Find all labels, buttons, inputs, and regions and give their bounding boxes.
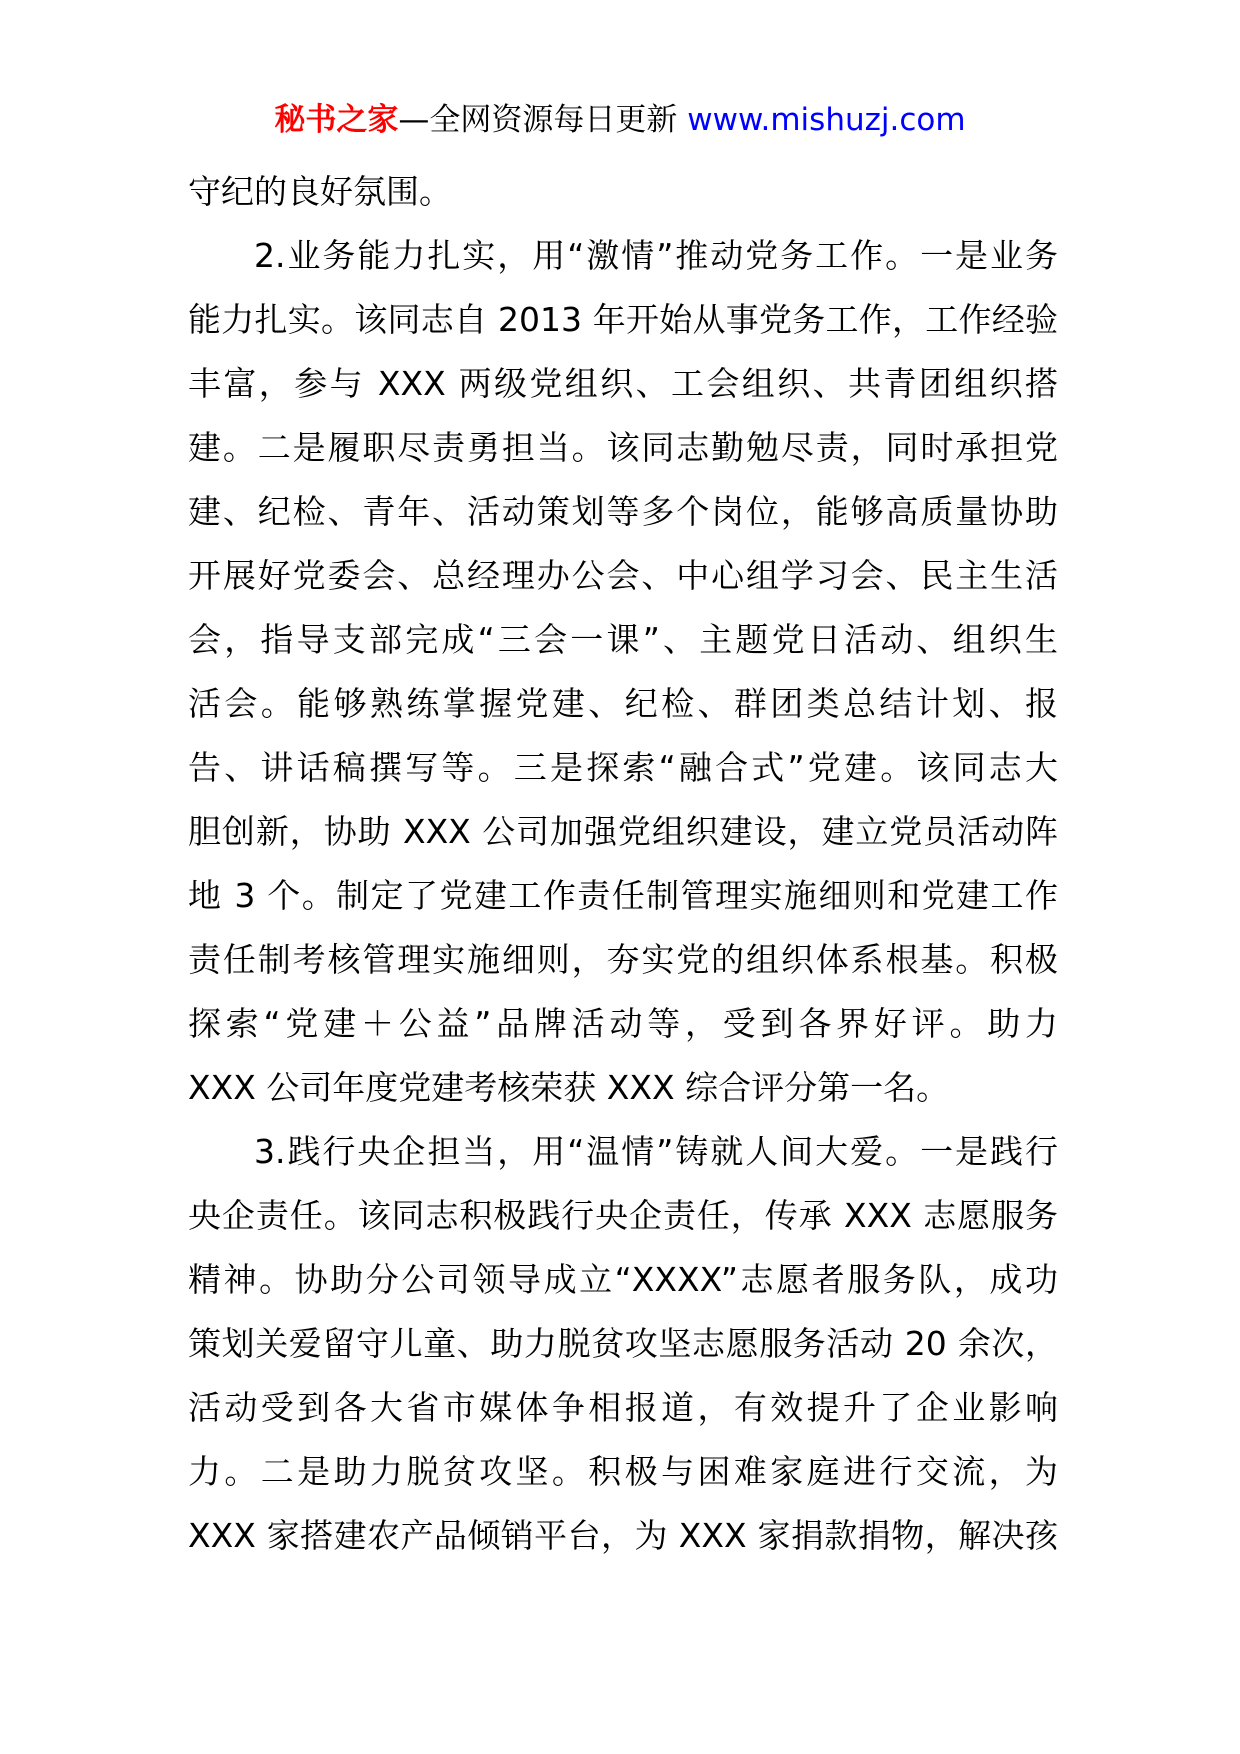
text-line: 告、讲话稿撰写等。三是探索“融合式”党建。该同志大 xyxy=(188,748,1058,787)
text-line: 2.业务能力扎实，用“激情”推动党务工作。一是业务 xyxy=(254,236,1058,275)
header-url-link[interactable]: www.mishuzj.com xyxy=(687,102,966,138)
text-line: 丰富，参与 XXX 两级党组织、工会组织、共青团组织搭 xyxy=(188,364,1058,403)
header-tagline: —全网资源每日更新 xyxy=(398,102,688,138)
text-line: 精神。协助分公司领导成立“XXXX”志愿者服务队，成功 xyxy=(188,1260,1058,1299)
text-line: 能力扎实。该同志自 2013 年开始从事党务工作，工作经验 xyxy=(188,300,1058,339)
header-banner xyxy=(0,96,1240,144)
paragraph xyxy=(188,224,1058,1120)
text-line: 责任制考核管理实施细则，夯实党的组织体系根基。积极 xyxy=(188,940,1058,979)
document-body xyxy=(188,160,1058,1568)
text-line: 力。二是助力脱贫攻坚。积极与困难家庭进行交流，为 xyxy=(188,1452,1058,1491)
text-line: 3.践行央企担当，用“温情”铸就人间大爱。一是践行 xyxy=(254,1132,1058,1171)
text-line: 活动受到各大省市媒体争相报道，有效提升了企业影响 xyxy=(188,1388,1058,1427)
paragraph xyxy=(188,1120,1058,1568)
text-line: 守纪的良好氛围。 xyxy=(188,172,452,211)
text-line: 央企责任。该同志积极践行央企责任，传承 XXX 志愿服务 xyxy=(188,1196,1058,1235)
paragraph xyxy=(188,160,1058,224)
text-line: 会，指导支部完成“三会一课”、主题党日活动、组织生 xyxy=(188,620,1058,659)
text-line: 胆创新，协助 XXX 公司加强党组织建设，建立党员活动阵 xyxy=(188,812,1058,851)
text-line: 开展好党委会、总经理办公会、中心组学习会、民主生活 xyxy=(188,556,1058,595)
text-line: 建、纪检、青年、活动策划等多个岗位，能够高质量协助 xyxy=(188,492,1058,531)
text-line: 建。二是履职尽责勇担当。该同志勤勉尽责，同时承担党 xyxy=(188,428,1058,467)
text-line: 探索“党建＋公益”品牌活动等，受到各界好评。助力 xyxy=(188,1004,1058,1043)
header-brand: 秘书之家 xyxy=(274,102,399,138)
text-line: XXX 公司年度党建考核荣获 XXX 综合评分第一名。 xyxy=(188,1068,950,1107)
text-line: XXX 家搭建农产品倾销平台，为 XXX 家捐款捐物，解决孩 xyxy=(188,1516,1058,1555)
text-line: 策划关爱留守儿童、助力脱贫攻坚志愿服务活动 20 余次， xyxy=(188,1324,1058,1363)
text-line: 活会。能够熟练掌握党建、纪检、群团类总结计划、报 xyxy=(188,684,1058,723)
text-line: 地 3 个。制定了党建工作责任制管理实施细则和党建工作 xyxy=(188,876,1058,915)
